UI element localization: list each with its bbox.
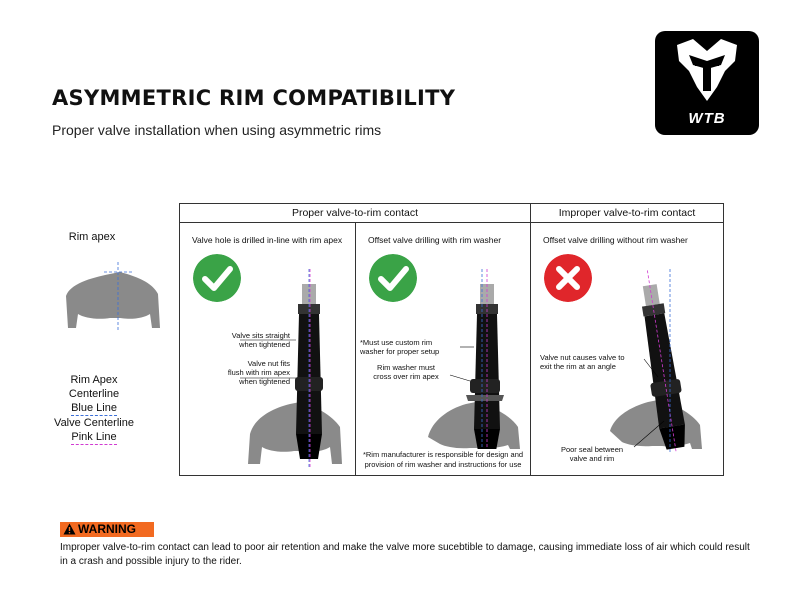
comparison-table [179, 203, 724, 476]
wtb-mascot-icon [655, 31, 759, 111]
page-title: ASYMMETRIC RIM COMPATIBILITY [52, 86, 456, 110]
col2-valve-diagram [420, 259, 530, 449]
col1-heading: Valve hole is drilled in-line with rim apex [192, 235, 343, 245]
check-icon [193, 254, 241, 302]
warning-badge [60, 522, 154, 537]
improper-header: Improper valve-to-rim contact [530, 204, 724, 223]
col3-note2: Poor seal between valve and rim [560, 445, 624, 463]
col1-note1: Valve sits straight when tightened [231, 331, 290, 349]
check-icon [369, 254, 417, 302]
rim-profile-diagram [60, 244, 170, 334]
col2-note2: Rim washer must cross over rim apex [373, 363, 439, 381]
col2-note1: *Must use custom rim washer for proper setup [360, 338, 440, 356]
col1-note2: Valve nut fits flush with rim apex when tightened [227, 359, 290, 386]
logo-text: WTB [688, 110, 726, 127]
rim-apex-label: Rim apex [68, 231, 116, 243]
wtb-logo [655, 31, 759, 135]
rim-shape [66, 272, 160, 328]
col2-heading: Offset valve drilling with rim washer [368, 235, 502, 245]
proper-header: Proper valve-to-rim contact [180, 204, 530, 223]
divider [355, 223, 356, 475]
col3-heading: Offset valve drilling without rim washer [543, 235, 688, 245]
warning-text: Improper valve-to-rim contact can lead to poor air retention and make the valve more sucebtible to damage, causing immediate loss of air which could result in a crash and possible injury to the rider. [60, 542, 750, 567]
divider [530, 204, 531, 475]
col3-valve-diagram [604, 259, 722, 459]
col2-footnote: *Rim manufacturer is responsible for design and provision of rim washer and instructions for use [362, 450, 524, 469]
page-subtitle: Proper valve installation when using asymmetric rims [52, 122, 382, 138]
col3-note1: Valve nut causes valve to exit the rim at an angle [540, 353, 625, 371]
col1-valve-diagram [240, 259, 350, 474]
warning-icon [63, 523, 76, 535]
cross-icon [544, 254, 592, 302]
valve-centerline-label: Valve Centerline Pink Line [54, 417, 134, 443]
warning-label: WARNING [78, 522, 136, 536]
rim-apex-centerline-label: Rim Apex Centerline Blue Line [68, 374, 120, 414]
